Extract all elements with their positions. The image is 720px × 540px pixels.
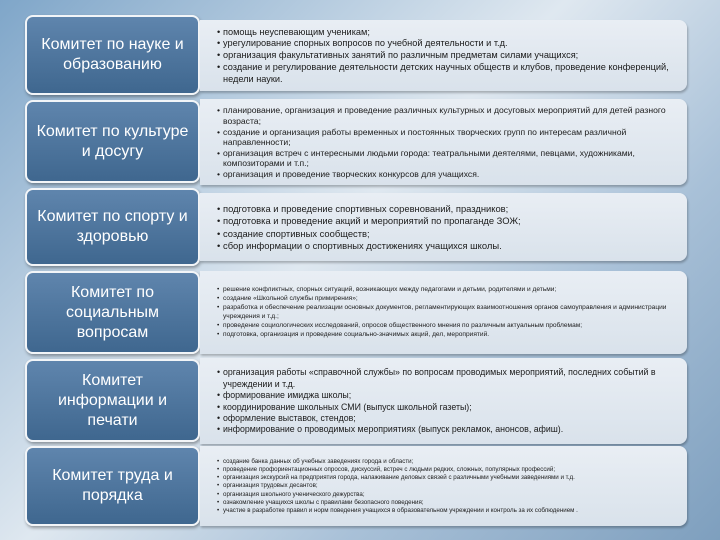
duty-item: • организация и проведение творческих конкурсов для учащихся. — [218, 169, 679, 180]
duty-item: • подготовка и проведение акций и мероприятий по пропаганде ЗОЖ; — [218, 215, 679, 227]
committee-sport-health — [25, 188, 200, 266]
duty-item: • создание и регулирование деятельности детских научных обществ и клубов, проведение конференций, недели науки. — [218, 62, 679, 86]
duty-item: • оформление выставок, стендов; — [218, 413, 679, 424]
committee-title: Комитет информации и печати — [57, 371, 168, 429]
duty-item: • проведение профориентационных опросов, дискуссий, встреч с людьми редких, сложных, популярных профессий; — [218, 466, 679, 474]
committee-labor-order — [25, 446, 200, 526]
duty-item: • организация экскурсий на предприятия города, налаживание деловых связей с различными учебными заведениями и т.д. — [218, 474, 679, 482]
duty-item: • подготовка и проведение спортивных соревнований, праздников; — [218, 203, 679, 215]
duty-item: • помощь неуспевающим ученикам; — [218, 27, 679, 39]
duty-item: • ознакомление учащихся школы с правилами безопасного поведения; — [218, 499, 679, 507]
duty-item: • урегулирование спорных вопросов по учебной деятельности и т.д. — [218, 38, 679, 50]
duty-item: • разработка и обеспечение реализации основных документов, регламентирующих взаимоотношения органов самоуправления и администрации учреждения и т.д.; — [218, 304, 679, 322]
committee-duties-labor — [200, 446, 687, 526]
committee-duties-science — [200, 20, 687, 91]
committee-title: Комитет по спорту и здоровью — [37, 208, 188, 245]
committee-title: Комитет по социальным вопросам — [65, 283, 160, 341]
duty-item: • создание «Школьной службы примирения»; — [218, 295, 679, 304]
duty-item: • участие в разработке правил и норм поведения учащихся в образовательном учреждении и контроль за их соблюдением . — [218, 507, 679, 515]
duty-item: • организация встреч с интересными людьми города: театральными деятелями, певцами, художниками, композиторами и т.п.; — [218, 148, 679, 169]
duty-item: • формирование имиджа школы; — [218, 390, 679, 401]
duty-item: • проведение социологических исследований, опросов общественного мнения по различным актуальным проблемам; — [218, 322, 679, 331]
duty-item: • создание и организация работы временных и постоянных творческих групп по интересам различной направленности; — [218, 127, 679, 148]
committee-duties-information — [200, 358, 687, 444]
duty-item: • организация факультативных занятий по различным предметам силами учащихся; — [218, 50, 679, 62]
committee-title: Комитет по науке и образованию — [41, 36, 184, 73]
duty-item: • организация работы «справочной службы» по вопросам проводимых мероприятий, последних событий в учреждении и т.д. — [218, 367, 679, 390]
committee-title: Комитет труда и порядка — [52, 467, 173, 504]
duty-item: • создание спортивных сообществ; — [218, 228, 679, 240]
duty-item: • подготовка, организация и проведение социально-значимых акций, дел, мероприятий. — [218, 331, 679, 340]
committee-information-press — [25, 359, 200, 442]
duty-item: • сбор информации о спортивных достижениях учащихся школы. — [218, 240, 679, 252]
committee-duties-culture — [200, 99, 687, 185]
duty-item: • информирование о проводимых мероприятиях (выпуск рекламок, анонсов, афиш). — [218, 424, 679, 435]
duty-item: • решение конфликтных, спорных ситуаций, возникающих между педагогами и детьми, родителями и детьми; — [218, 286, 679, 295]
committee-social-issues — [25, 271, 200, 354]
duty-item: • создание банка данных об учебных заведениях города и области; — [218, 458, 679, 466]
duty-item: • планирование, организация и проведение различных культурных и досуговых мероприятий для детей разного возраста; — [218, 105, 679, 126]
committee-duties-social — [200, 271, 687, 354]
committee-duties-sport — [200, 193, 687, 261]
committee-science-education — [25, 15, 200, 95]
duty-item: • координирование школьных СМИ (выпуск школьной газеты); — [218, 402, 679, 413]
duty-item: • организация школьного ученического дежурства; — [218, 491, 679, 499]
committee-title: Комитет по культуре и досугу — [36, 122, 189, 160]
committee-culture-leisure — [25, 100, 200, 183]
duty-item: • организация трудовых десантов; — [218, 482, 679, 490]
